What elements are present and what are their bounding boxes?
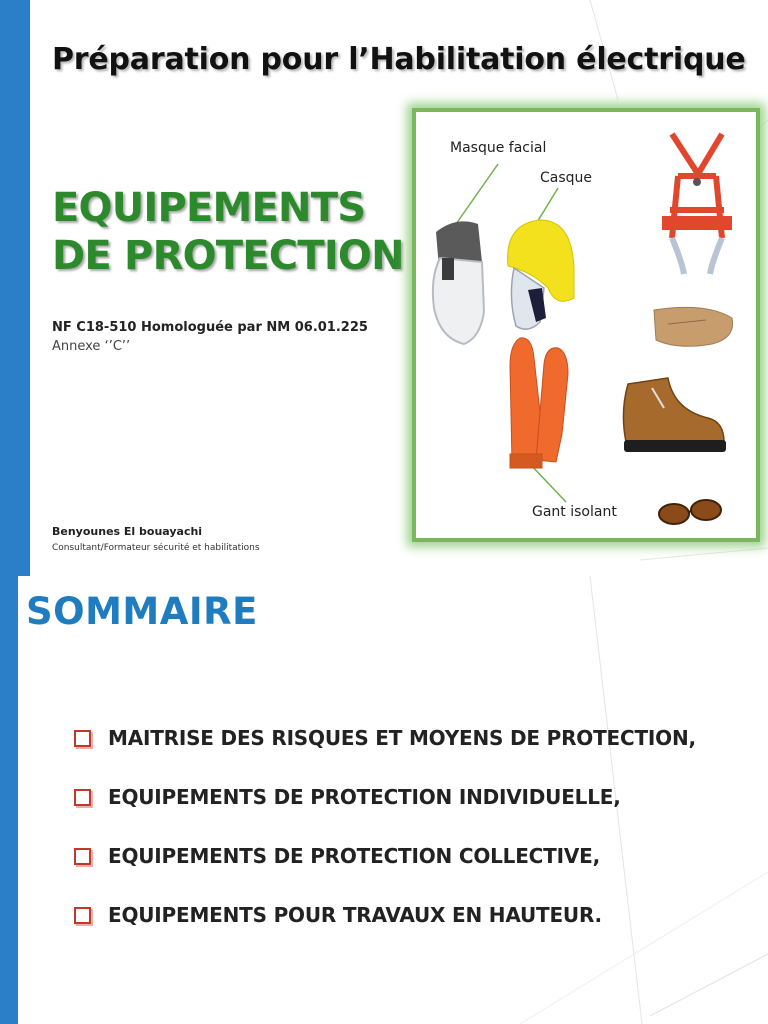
safety-glasses-icon — [659, 500, 721, 524]
checkbox-bullet-icon — [74, 848, 91, 865]
checkbox-bullet-icon — [74, 907, 91, 924]
section-heading — [52, 184, 404, 280]
heading-line-2: DE PROTECTION — [52, 233, 404, 279]
summary-item-text: MAITRISE DES RISQUES ET MOYENS DE PROTECTION, — [108, 726, 696, 750]
author-role: Consultant/Formateur sécurité et habilitations — [52, 543, 260, 553]
norm-reference: NF C18-510 Homologuée par NM 06.01.225 — [52, 320, 368, 335]
insulating-glove-icon — [654, 307, 733, 346]
summary-item — [74, 726, 696, 750]
slide-summary — [0, 576, 768, 1024]
checkbox-bullet-icon — [74, 730, 91, 747]
protective-equipment-photo — [412, 108, 760, 542]
insulating-glove-icon — [510, 338, 568, 468]
summary-item — [74, 785, 621, 809]
summary-item — [74, 903, 602, 927]
helmet-icon — [508, 220, 574, 329]
label-face-shield: Masque facial — [450, 140, 547, 156]
author-name: Benyounes El bouayachi — [52, 525, 203, 538]
harness-icon — [662, 134, 732, 274]
label-helmet: Casque — [540, 170, 593, 186]
summary-item-text: EQUIPEMENTS DE PROTECTION INDIVIDUELLE, — [108, 785, 621, 809]
summary-title: SOMMAIRE — [26, 590, 258, 633]
summary-item-text: EQUIPEMENTS DE PROTECTION COLLECTIVE, — [108, 844, 600, 868]
annexe-reference: Annexe ‘’C’’ — [52, 339, 131, 354]
safety-boot-icon — [623, 378, 726, 452]
label-glove: Gant isolant — [532, 504, 617, 520]
face-shield-icon — [433, 221, 484, 344]
heading-line-1: EQUIPEMENTS — [52, 185, 366, 231]
presentation-title: Préparation pour l’Habilitation électrique — [52, 42, 746, 77]
checkbox-bullet-icon — [74, 789, 91, 806]
summary-item — [74, 844, 600, 868]
summary-item-text: EQUIPEMENTS POUR TRAVAUX EN HAUTEUR. — [108, 903, 602, 927]
